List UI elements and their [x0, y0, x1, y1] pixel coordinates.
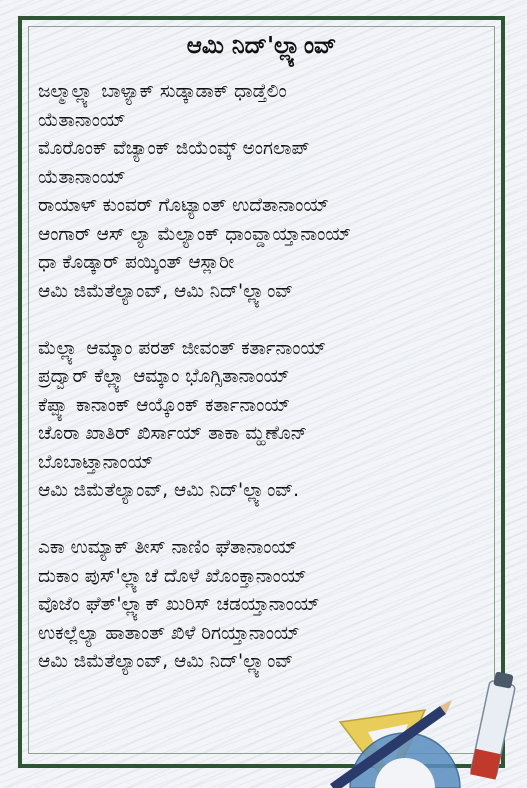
poem-line: ಆಮಿ ಜಿಮೆತೆಲ್ಯಾಂವ್, ಆಮಿ ನಿದ್'ಲ್ಲ್ಯಾಂವ್. [38, 480, 300, 501]
poem-line: ಬೊಬಾಟ್ತಾನಾಂಯ್ [38, 451, 154, 473]
poem-line: ಜಲ್ಮಾಲ್ಲ್ಯಾ ಬಾಳ್ಯಾಕ್ ಸುಡ್ಕಾಡಾಕ್ ಧಾಡ್ತೆಲಿಂ [38, 81, 287, 102]
stanza [38, 534, 493, 677]
poem-title: ಆಮಿ ನಿದ್'ಲ್ಲ್ಯಾಂವ್ [186, 33, 337, 59]
poem-line: ಪ್ರದ್ವಾರ್ ಕೆಲ್ಲ್ಯಾ ಆಮ್ಕಾಂ ಭೊಗ್ಸಿತಾನಾಂಯ್ [38, 366, 290, 387]
poem-line: ರಾಯಾಳ್ ಕುಂವರ್ ಗೊಟ್ಯಾಂತ್ ಉದೆತಾನಾಂಯ್ [38, 195, 330, 216]
poem-line: ಚೊರಾ ಖಾತಿರ್ ಖಿರ್ಸಾಯ್ ತಾಕಾ ಮ್ಹಣೊನ್ [38, 423, 307, 444]
poem-line: ಎಕಾ ಉಮ್ಯಾಕ್ ತೀಸ್ ನಾಣಿಂ ಘೆತಾನಾಂಯ್ [38, 537, 298, 558]
stanza [38, 335, 493, 506]
stanza-gap [38, 306, 493, 335]
poem-line: ದುಕಾಂ ಪುಸ್'ಲ್ಲ್ಯಾಚೆ ದೊಳೆ ಖೊಂಕ್ತಾನಾಂಯ್ [38, 565, 307, 587]
poem-line: ಯೆತಾನಾಂಯ್ [38, 166, 126, 188]
glue-tube-icon [470, 672, 515, 780]
poem-line: ಉಕಲ್ಲೆಲ್ಯಾ ಹಾತಾಂತ್ ಖಿಳೆ ರಿಗಯ್ತಾನಾಂಯ್ [38, 622, 300, 644]
poem-line: ಧಾ ಕೊಡ್ಕಾರ್ ಪಯ್ಕಿಂತ್ ಆಸ್ಲಾರೀ [38, 252, 235, 273]
poem-line: ಮೆಲ್ಲ್ಯಾ ಆಮ್ಕಾಂ ಪರತ್ ಜೀವಂತ್ ಕರ್ತಾನಾಂಯ್ [38, 337, 327, 359]
poem-line: ಆಮಿ ಜಿಮೆತೆಲ್ಯಾಂವ್, ಆಮಿ ನಿದ್'ಲ್ಲ್ಯಾಂವ್ [38, 651, 294, 672]
poem-body [38, 78, 493, 677]
poem-line: ವೊಜೆಂ ಘೆತ್'ಲ್ಲ್ಯಾಕ್ ಖುರಿಸ್ ಚಡಯ್ತಾನಾಂಯ್ [38, 594, 320, 615]
stationery-decoration [330, 672, 527, 788]
poem-line: ಮೊರೊಂಕ್ ವೆಚ್ಯಾಂಕ್ ಜಿಯೆಂವ್ಕ್ ಅಂಗಲಾಪ್ [38, 138, 310, 159]
poem-line: ಆಂಗಾರ್ ಆಸ್ ಲ್ಯಾ ಮೆಲ್ಯಾಂಕ್ ಧಾಂವ್ಡಾಯ್ತಾನಾಂಯ್ [38, 223, 352, 245]
poem-line: ಯೆತಾನಾಂಯ್ [38, 109, 126, 131]
stanza-gap [38, 506, 493, 535]
poem-line: ಆಮಿ ಜಿಮೆತೆಲ್ಯಾಂವ್, ಆಮಿ ನಿದ್'ಲ್ಲ್ಯಾಂವ್ [38, 280, 294, 302]
stanza [38, 78, 493, 306]
poem-line: ಕೆಪ್ಪ್ಯಾ ಕಾನಾಂಕ್ ಆಯ್ಕೊಂಕ್ ಕರ್ತಾನಾಂಯ್ [38, 394, 291, 416]
